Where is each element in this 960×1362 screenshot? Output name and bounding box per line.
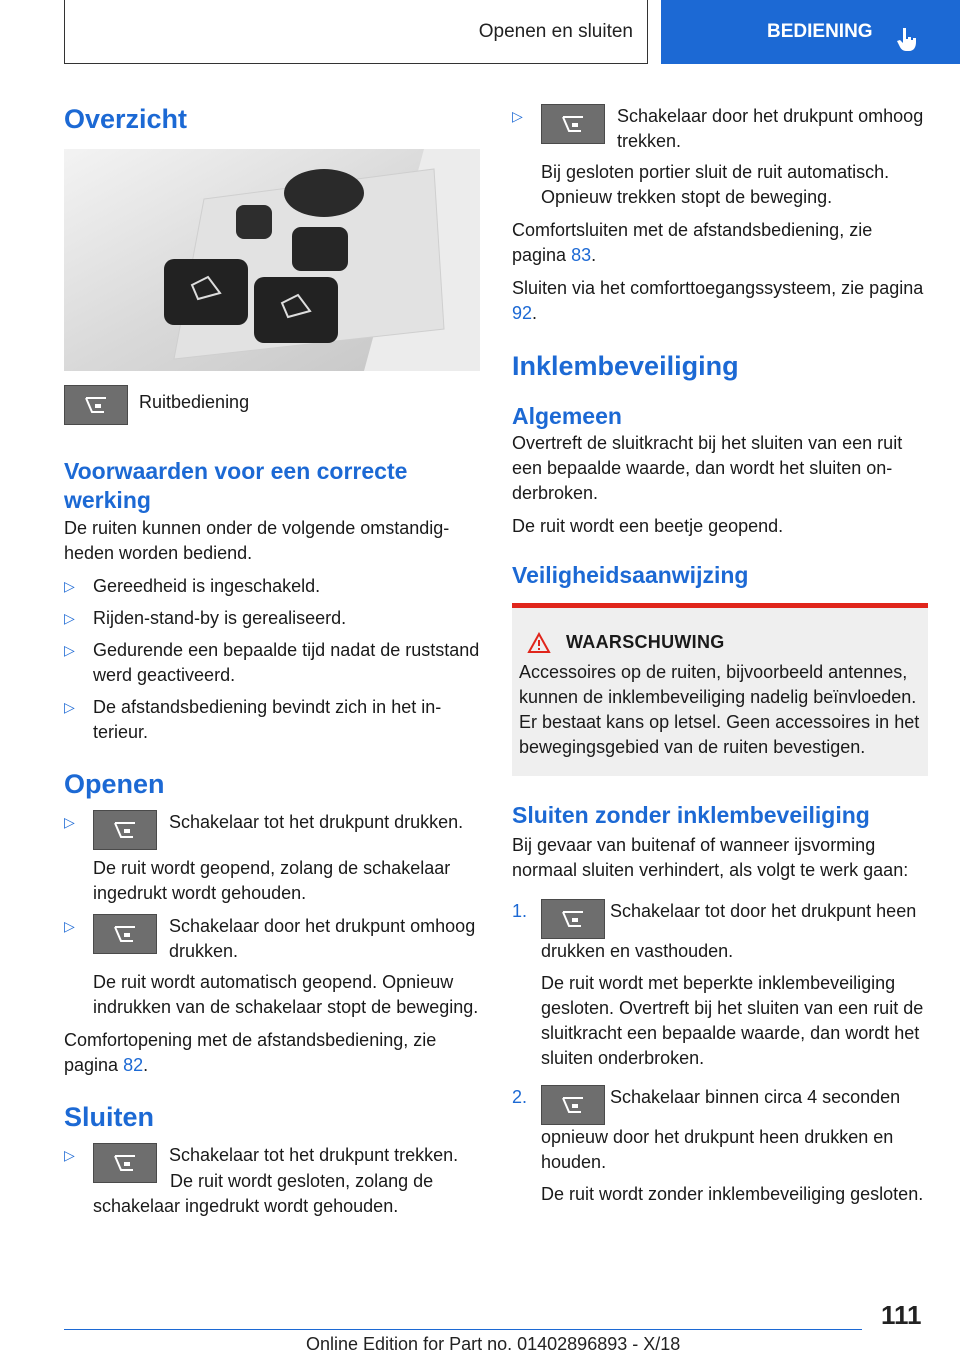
warning-box xyxy=(512,603,928,776)
triangle-bullet-icon: ▷ xyxy=(64,578,75,594)
list-item: ▷ Gedurende een bepaalde tijd nadat de ruststand werd geactiveerd. xyxy=(64,640,480,685)
warning-title: WAARSCHUWING xyxy=(566,632,725,652)
comfort-close-text: Comfortsluiten met de afstandsbediening, zie pagina 83. xyxy=(512,220,873,265)
list-item: ▷ Schakelaar door het drukpunt omhoog trekken. xyxy=(512,106,924,151)
algemeen-paragraph-2: De ruit wordt een beetje geopend. xyxy=(512,516,784,536)
window-switch-icon xyxy=(93,810,157,850)
warning-triangle-icon xyxy=(527,632,551,654)
list-item: ▷ De afstandsbediening bevindt zich in het interieur. xyxy=(64,697,442,742)
sluiten-heading: Sluiten xyxy=(64,1102,155,1132)
triangle-bullet-icon: ▷ xyxy=(64,610,75,626)
triangle-bullet-icon: ▷ xyxy=(64,642,75,658)
triangle-bullet-icon: ▷ xyxy=(64,918,75,934)
zonder-intro: Bij gevaar van buitenaf of wanneer ijsvorming normaal sluiten verhindert, als volgt te werk gaan: xyxy=(512,835,909,880)
triangle-bullet-icon: ▷ xyxy=(64,699,75,715)
triangle-bullet-icon: ▷ xyxy=(64,814,75,830)
edition-text: Online Edition for Part no. 01402896893 - X/18 xyxy=(306,1334,681,1354)
comfort-open-text: Comfortopening met de afstandsbediening, zie pagina 82. xyxy=(64,1030,437,1075)
window-switch-icon xyxy=(64,385,128,425)
inklem-heading: Inklembeveiliging xyxy=(512,351,739,381)
list-item: ▷ Gereedheid is ingeschakeld. xyxy=(64,574,480,599)
comfort-access-text: Sluiten via het comforttoegangssysteem, zie pagina 92. xyxy=(512,278,924,323)
list-item: ▷ Schakelaar tot het drukpunt trekken. xyxy=(64,1143,480,1183)
sluiten-item2-body: Bij gesloten portier sluit de ruit automatisch. Opnieuw trekken stopt de beweging. xyxy=(541,162,890,207)
voorwaarden-heading: Voorwaarden voor een correcte werking xyxy=(64,458,408,513)
warning-body: Accessoires op de ruiten, bijvoorbeeld antennes, kunnen de inklembeveiliging nadelig beïnvloeden. Er bestaat kans op letsel. Geen accessoires in het bewegingsgebied van de ruiten bevestigen. xyxy=(519,662,920,757)
header-section-label: Openen en sluiten xyxy=(478,20,633,42)
page-link-83[interactable]: 83 xyxy=(571,245,592,265)
openen-item1-body: De ruit wordt geopend, zolang de schakelaar ingedrukt wordt gehouden. xyxy=(93,858,451,903)
voorwaarden-intro: De ruiten kunnen onder de volgende omstandigheden worden bediend. xyxy=(64,518,450,563)
list-item: ▷ Schakelaar tot het drukpunt drukken. xyxy=(64,810,480,850)
header-chapter-label: BEDIENING xyxy=(767,21,873,42)
sluiten-item1-body: De ruit wordt gesloten, zolang de schakelaar ingedrukt wordt gehouden. xyxy=(93,1171,434,1216)
algemeen-heading: Algemeen xyxy=(512,403,622,429)
window-switch-icon xyxy=(541,899,605,939)
header-section xyxy=(64,0,648,64)
triangle-bullet-icon: ▷ xyxy=(512,108,523,124)
page-number: 111 xyxy=(881,1300,922,1330)
list-item: 1. Schakelaar tot door het drukpunt heen drukken en vasthouden. De ruit wordt met beperkte inklembeveiliging gesloten. Overtreft bij het sluiten van een ruit de sluitkracht een bepaalde waarde, dan wordt het sluiten onderbroken. xyxy=(512,901,924,1068)
list-item: ▷ Schakelaar door het drukpunt omhoog drukken. xyxy=(64,916,476,961)
triangle-bullet-icon: ▷ xyxy=(64,1147,75,1163)
list-item: 2. Schakelaar binnen circa 4 seconden opnieuw door het drukpunt heen drukken en houden. De ruit wordt zonder inklembeveiliging gesloten. xyxy=(512,1087,924,1204)
page-link-92[interactable]: 92 xyxy=(512,303,533,323)
overzicht-heading: Overzicht xyxy=(64,104,188,134)
page-link-82[interactable]: 82 xyxy=(123,1055,144,1075)
left-column xyxy=(64,96,480,1219)
voorwaarden-list xyxy=(64,574,480,745)
openen-heading: Openen xyxy=(64,769,165,799)
hand-pointer-icon xyxy=(895,26,921,54)
window-switch-icon xyxy=(541,1085,605,1125)
window-switch-icon xyxy=(541,104,605,144)
window-switch-icon xyxy=(93,914,157,954)
right-column xyxy=(512,96,928,1207)
warning-title-row xyxy=(519,630,920,655)
algemeen-paragraph-1: Overtreft de sluitkracht bij het sluiten van een ruit een bepaalde waarde, dan wordt het sluiten onderbroken. xyxy=(512,433,903,503)
photo-caption: Ruitbediening xyxy=(139,392,250,412)
openen-item2-body: De ruit wordt automatisch geopend. Opnieuw indrukken van de schakelaar stopt de beweging. xyxy=(93,972,479,1017)
zonder-heading: Sluiten zonder inklembeveiliging xyxy=(512,802,870,828)
window-switch-photo xyxy=(64,149,480,371)
list-item: ▷ Rijden-stand-by is gerealiseerd. xyxy=(64,606,480,631)
footer-rule xyxy=(64,1329,862,1330)
veilig-heading: Veiligheidsaanwijzing xyxy=(512,562,749,588)
window-switch-icon xyxy=(93,1143,157,1183)
